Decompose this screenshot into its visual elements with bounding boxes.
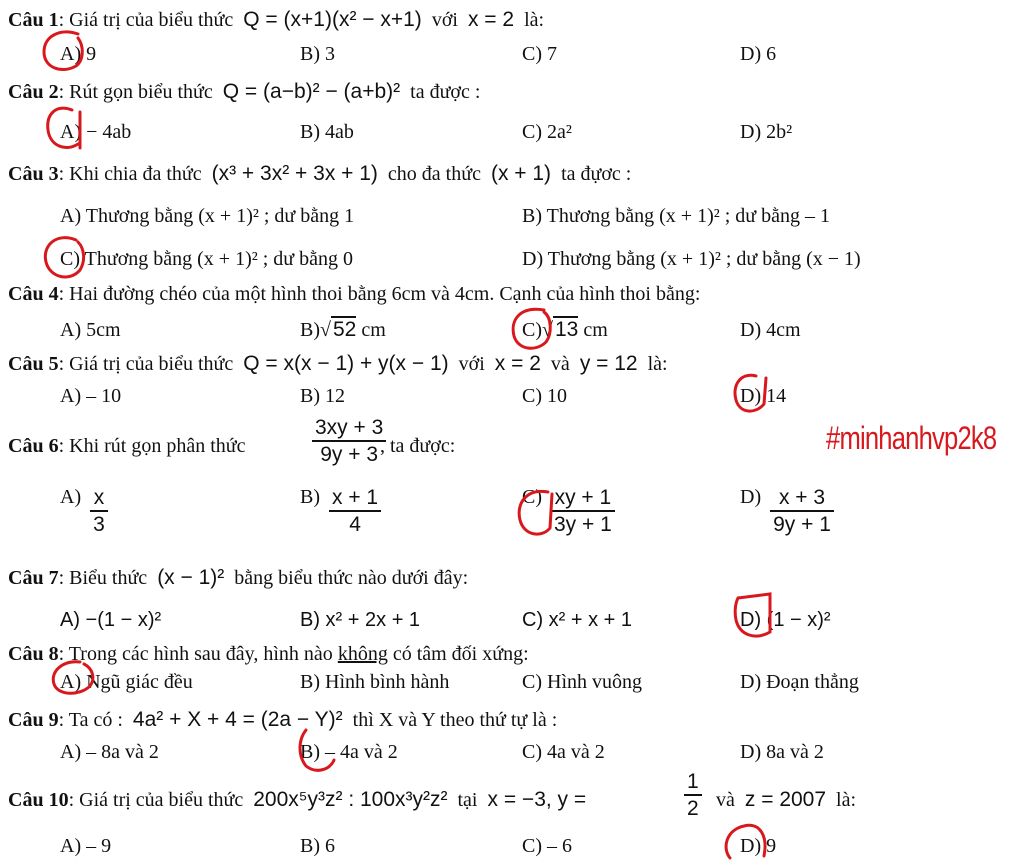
question-label: Câu 3	[8, 163, 59, 185]
question-text: tại	[457, 789, 478, 811]
question-text: : Giá trị của biểu thức	[58, 353, 234, 375]
expression: (x − 1)²	[157, 566, 225, 589]
option-b[interactable]: B) 4ab	[300, 121, 354, 143]
question-label: Câu 7	[8, 567, 59, 589]
question-text: là:	[524, 9, 545, 31]
question-10	[0, 770, 1024, 828]
question-text: với	[458, 353, 485, 375]
unit: cm	[361, 319, 386, 341]
condition: y = 12	[579, 352, 638, 375]
question-text: có tâm đối xứng:	[392, 643, 529, 665]
option-letter: C)	[522, 319, 542, 341]
option-b[interactable]: B) x² + 2x + 1	[300, 609, 421, 631]
numerator: 3xy + 3	[312, 416, 386, 442]
numerator: xy + 1	[551, 486, 615, 512]
question-label: Câu 6	[8, 435, 59, 457]
question-label: Câu 8	[8, 643, 59, 665]
option-letter: A)	[60, 485, 82, 508]
fraction	[90, 486, 108, 538]
question-text: là:	[647, 353, 668, 375]
question-label: Câu 1	[8, 9, 59, 31]
option-d[interactable]: D) 2b²	[740, 121, 793, 143]
denominator: 3y + 1	[554, 513, 612, 536]
option-b[interactable]: B) Hình bình hành	[300, 671, 450, 693]
condition: z = 2007	[744, 788, 827, 811]
denominator: 3	[93, 513, 105, 536]
question-label: Câu 9	[8, 709, 59, 731]
option-d[interactable]: D) 4cm	[740, 319, 801, 341]
option-c[interactable]: C) Thương bằng (x + 1)² ; dư bằng 0	[60, 248, 354, 270]
question-text: với	[431, 9, 458, 31]
option-a[interactable]: A) −(1 − x)²	[60, 609, 162, 631]
question-text: và	[550, 353, 570, 375]
question-text: ta đựơc :	[561, 163, 632, 185]
unit: cm	[583, 319, 608, 341]
option-letter: B)	[300, 319, 320, 341]
expression: (x³ + 3x² + 3x + 1)	[211, 162, 378, 185]
numerator: x	[90, 486, 108, 512]
fraction	[312, 416, 386, 468]
question-text: : Khi chia đa thức	[58, 163, 202, 185]
question-text: thì X và Y theo thứ tự là :	[352, 709, 558, 731]
option-b[interactable]: B)√52 cm	[300, 318, 386, 341]
answers-6	[0, 486, 1024, 546]
expression: 200x⁵y³z² : 100x³y²z²	[253, 788, 448, 811]
question-text: : Khi rút gọn phân thức	[58, 435, 246, 457]
option-a[interactable]: A) – 8a và 2	[60, 741, 159, 763]
option-c[interactable]: C) – 6	[522, 835, 572, 857]
option-d[interactable]: D) 9	[740, 835, 777, 857]
numerator: 1	[684, 770, 702, 796]
option-letter: C)	[522, 485, 542, 508]
fraction	[684, 770, 702, 822]
question-text: ta được :	[410, 81, 481, 103]
option-b[interactable]: B) – 4a và 2	[300, 741, 398, 763]
question-text: và	[716, 789, 735, 811]
option-d[interactable]: D) 6	[740, 43, 777, 65]
question-text: : Trong các hình sau đây, hình nào	[58, 643, 333, 665]
question-text: cho đa thức	[387, 163, 481, 185]
condition: x = 2	[467, 8, 515, 31]
expression: (x + 1)	[490, 162, 552, 185]
option-a[interactable]: A) Ngũ giác đều	[60, 671, 193, 693]
question-text: , ta được:	[380, 435, 456, 457]
question-label: Câu 2	[8, 81, 59, 103]
watermark-hashtag: #minhanhvp2k8	[826, 420, 997, 456]
option-a[interactable]: A) − 4ab	[60, 121, 132, 143]
option-d[interactable]: D) Đoạn thẳng	[740, 671, 859, 693]
fraction	[551, 486, 615, 538]
option-a[interactable]: A) 5cm	[60, 319, 121, 341]
option-b[interactable]: B) 3	[300, 43, 335, 65]
option-c[interactable]: C) 7	[522, 43, 557, 65]
option-c[interactable]: C) 2a²	[522, 121, 572, 143]
option-a[interactable]: A) 9	[60, 43, 97, 65]
numerator: x + 1	[329, 486, 381, 512]
emphasis-text: không	[337, 643, 388, 665]
option-b[interactable]: B) Thương bằng (x + 1)² ; dư bằng – 1	[522, 205, 831, 227]
question-text: bằng biểu thức nào dưới đây:	[234, 567, 469, 589]
fraction	[770, 486, 834, 538]
option-d[interactable]: D) 14	[740, 385, 787, 407]
denominator: 2	[687, 797, 699, 820]
option-c[interactable]: C) 4a và 2	[522, 741, 605, 763]
option-c[interactable]	[522, 486, 619, 538]
question-label: Câu 10	[8, 789, 69, 811]
question-text: : Giá trị của biểu thức	[58, 9, 234, 31]
denominator: 9y + 3	[320, 443, 379, 466]
option-a[interactable]: A) – 9	[60, 835, 112, 857]
option-c[interactable]: C) x² + x + 1	[522, 609, 633, 631]
denominator: 4	[349, 513, 361, 536]
question-text: : Ta có :	[58, 709, 123, 731]
option-a[interactable]: A) Thương bằng (x + 1)² ; dư bằng 1	[60, 205, 355, 227]
condition: x = 2	[494, 352, 541, 375]
expression: 4a² + X + 4 = (2a − Y)²	[132, 708, 343, 731]
fraction	[329, 486, 381, 538]
option-b[interactable]: B) 12	[300, 385, 345, 407]
option-a[interactable]	[60, 486, 112, 538]
option-d[interactable]: D) Thương bằng (x + 1)² ; dư bằng (x − 1)	[522, 248, 861, 270]
option-c[interactable]: C) Hình vuông	[522, 671, 642, 693]
expression: Q = x(x − 1) + y(x − 1)	[243, 352, 449, 375]
option-a[interactable]: A) – 10	[60, 385, 122, 407]
option-c[interactable]: C) 10	[522, 385, 567, 407]
condition: x = −3, y =	[487, 788, 587, 811]
numerator: x + 3	[770, 486, 834, 512]
denominator: 9y + 1	[773, 513, 831, 536]
question-text: : Hai đường chéo của một hình thoi bằng 6cm và 4cm. Cạnh của hình thoi bằng:	[58, 283, 701, 305]
radicand: 13	[554, 318, 579, 341]
option-d[interactable]: D) (1 − x)²	[740, 609, 831, 631]
question-label: Câu 4	[8, 283, 59, 305]
question-text: : Biểu thức	[58, 567, 148, 589]
option-b[interactable]	[300, 486, 385, 538]
question-text: : Giá trị của biểu thức	[68, 789, 244, 811]
option-b[interactable]: B) 6	[300, 835, 335, 857]
option-letter: D)	[740, 485, 762, 508]
option-letter: B)	[300, 485, 320, 508]
radicand: 52	[332, 318, 357, 341]
option-d[interactable]: D) 8a và 2	[740, 741, 824, 763]
question-text: là:	[836, 789, 857, 811]
option-d[interactable]	[740, 486, 838, 538]
expression: Q = (a−b)² − (a+b)²	[222, 80, 401, 103]
question-label: Câu 5	[8, 353, 59, 375]
expression: Q = (x+1)(x² − x+1)	[243, 8, 422, 31]
question-text: : Rút gọn biểu thức	[58, 81, 213, 103]
option-c[interactable]: C)√13 cm	[522, 318, 608, 341]
